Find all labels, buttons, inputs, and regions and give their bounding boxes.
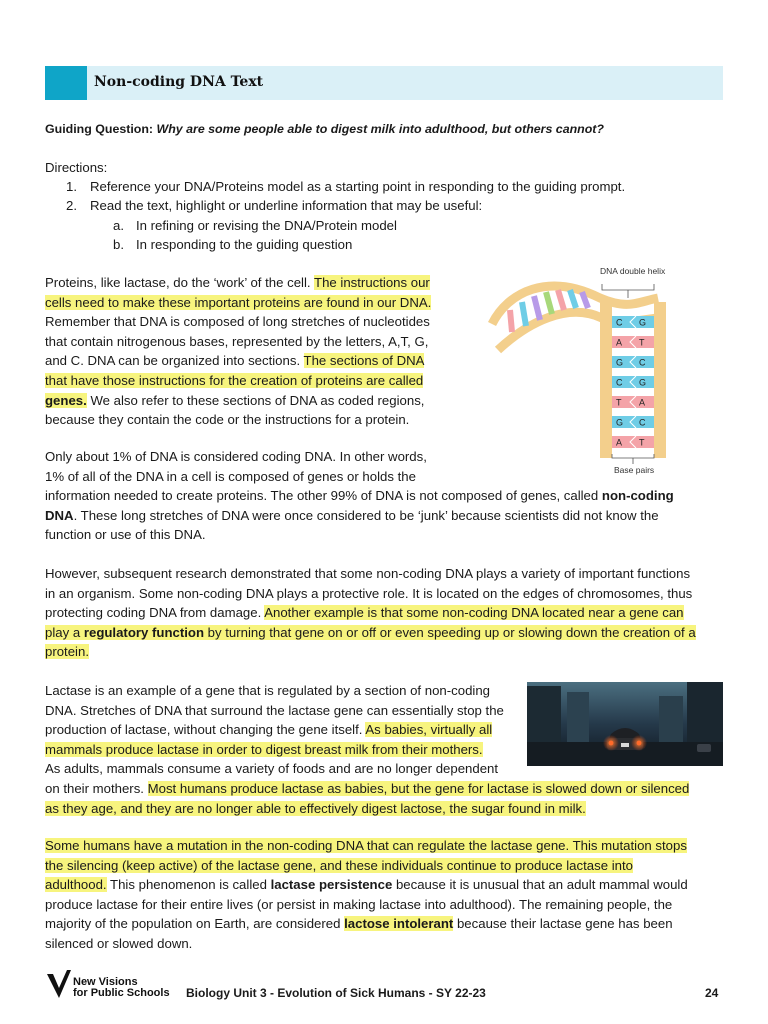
new-visions-logo	[45, 968, 175, 1002]
paragraph-lactase: Lactase is an example of a gene that is regulated by a section of non-coding DNA. Stretches of DNA that surround the lactase gene can essentially stop the production of lactase, without changing the gene itself. As babies, virtually all mammals produce lactase in order to digest breast milk from their mothers. As adults, mammals consume a variety of foods and are no longer dependent on their mothers. Most humans produce lactase as babies, but the gene for lactase is slowed down or silenced as they age, and they are no longer able to effectively digest lactose, the sugar found in milk.	[45, 683, 690, 816]
list-subitem: In refining or revising the DNA/Protein model	[136, 218, 397, 233]
base-letter: G	[639, 317, 647, 328]
list-letter: b.	[113, 237, 124, 252]
base-letter: G	[616, 417, 624, 428]
list-number: 2.	[66, 198, 77, 213]
base-letter: A	[616, 337, 623, 348]
base-letter: T	[616, 397, 622, 408]
list-subitem: In responding to the guiding question	[136, 237, 353, 252]
paragraph-proteins: Proteins, like lactase, do the ‘work’ of the cell. The instructions our cells need to make these important proteins are found in our DNA. Remember that DNA is composed of long stretches of nucleotides that contain nitrogenous bases, represented by the letters, A,T, G, and C. DNA can be organized into sections. The sections of DNA that have those instructions for the creation of proteins are called genes. We also refer to these sections of DNA as coded regions, because they contain the code or the instructions for a protein.	[45, 275, 432, 428]
list-item: Reference your DNA/Proteins model as a starting point in responding to the guiding prompt.	[90, 179, 626, 194]
logo-line-1: New Visions	[73, 976, 138, 988]
list-letter: a.	[113, 218, 124, 233]
list-item: Read the text, highlight or underline information that may be useful:	[90, 198, 483, 213]
base-pairs-label: Base pairs	[614, 465, 655, 475]
checkmark-logo-icon	[47, 970, 71, 998]
section-header	[45, 66, 723, 100]
section-title: Non-coding DNA Text	[94, 74, 264, 90]
city-street-car-photo	[527, 682, 723, 766]
base-letter: G	[639, 377, 647, 388]
base-pair-rungs	[612, 316, 654, 448]
base-letter: C	[639, 417, 646, 428]
paragraph-coding-dna: Only about 1% of DNA is considered coding DNA. In other words, 1% of all of the DNA in a cell is composed of genes or holds the information needed to create proteins. The other 99% of DNA is not composed of genes, called non-coding DNA. These long stretches of DNA were once considered to be ‘junk’ because scientists did not know the function or use of this DNA.	[45, 449, 674, 543]
base-letter: C	[616, 317, 623, 328]
base-letter: G	[616, 357, 624, 368]
base-letter: A	[639, 397, 646, 408]
base-letter: C	[639, 357, 646, 368]
diagram-title: DNA double helix	[600, 266, 666, 276]
dna-double-helix-diagram	[488, 262, 710, 478]
paragraph-noncoding-functions: However, subsequent research demonstrated that some non-coding DNA plays a variety of important functions in an organism. Some non-coding DNA plays a protective role. It is located on the edges of chromosomes, thus protecting coding DNA from damage. Another example is that some non-coding DNA located near a gene can play a regulatory function by turning that gene on or off or even speeding up or slowing down the creation of a protein.	[45, 566, 696, 660]
guiding-text: Why are some people able to digest milk into adulthood, but others cannot?	[156, 122, 604, 136]
base-letter: C	[616, 377, 623, 388]
base-letter: T	[639, 437, 645, 448]
header-accent-block	[45, 66, 87, 100]
list-number: 1.	[66, 179, 77, 194]
course-footer: Biology Unit 3 - Evolution of Sick Humans - SY 22-23	[186, 986, 486, 1000]
base-letter: T	[639, 337, 645, 348]
page-number: 24	[705, 986, 719, 1000]
guiding-label: Guiding Question:	[45, 122, 154, 136]
guiding-question	[45, 120, 604, 140]
paragraph-lactase-persistence: Some humans have a mutation in the non-coding DNA that can regulate the lactase gene. This mutation stops the silencing (keep active) of the lactase gene, and these individuals continue to produce lactase into adulthood. This phenomenon is called lactase persistence because it is unusual that an adult mammal would produce lactase for their entire lives (or persist in making lactase into adulthood). The remaining people, the majority of the population on Earth, are considered lactose intolerant because their lactase gene has been silenced or slowed down.	[45, 838, 688, 951]
logo-line-2: for Public Schools	[73, 987, 170, 999]
directions-heading: Directions:	[45, 160, 108, 175]
base-letter: A	[616, 437, 623, 448]
